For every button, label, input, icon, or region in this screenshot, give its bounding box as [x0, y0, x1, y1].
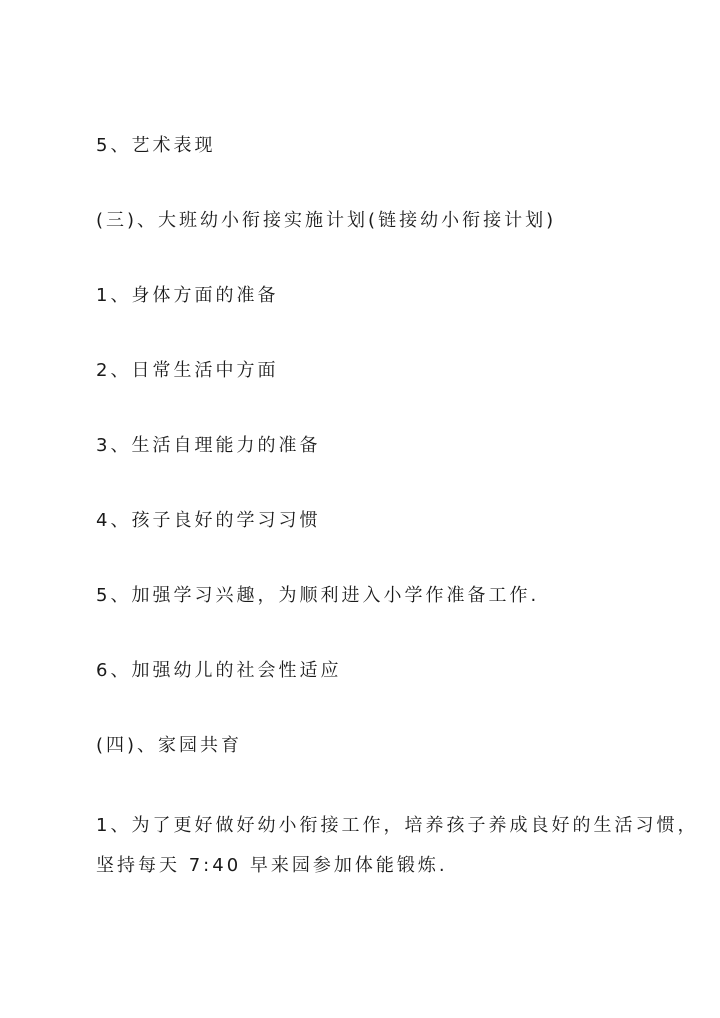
list-item-daily-life: 2、日常生活中方面	[96, 360, 279, 381]
section-heading-transition-plan: (三)、大班幼小衔接实施计划(链接幼小衔接计划)	[96, 210, 557, 231]
list-item-study-habits: 4、孩子良好的学习习惯	[96, 510, 321, 531]
list-item-art-expression: 5、艺术表现	[96, 135, 216, 156]
section-heading-home-school: (四)、家园共育	[96, 735, 243, 756]
list-item-learning-interest: 5、加强学习兴趣，为顺利进入小学作准备工作.	[96, 585, 540, 606]
list-item-social-adaptation: 6、加强幼儿的社会性适应	[96, 660, 342, 681]
paragraph-line-2: 坚持每天 7:40 早来园参加体能锻炼.	[96, 855, 448, 876]
list-item-self-care: 3、生活自理能力的准备	[96, 435, 321, 456]
list-item-physical-preparation: 1、身体方面的准备	[96, 285, 279, 306]
paragraph-line-1: 1、为了更好做好幼小衔接工作，培养孩子养成良好的生活习惯，	[96, 815, 699, 836]
